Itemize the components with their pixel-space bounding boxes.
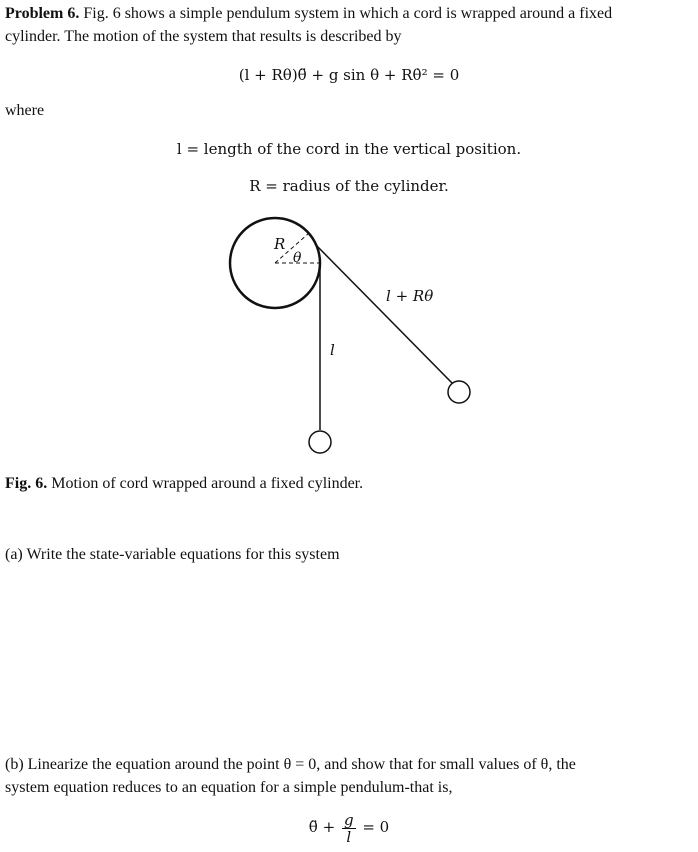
label-l: l [330, 341, 335, 359]
figure-caption [5, 473, 363, 495]
part-b-line1: (b) Linearize the equation around the point θ = 0, and show that for small values of θ, the [5, 756, 576, 773]
problem-lead: Problem 6. [5, 5, 80, 22]
problem-intro-text: Fig. 6 shows a simple pendulum system in which a cord is wrapped around a fixed [79, 5, 613, 22]
eq-numerator: g [343, 810, 354, 829]
caption-text: Motion of cord wrapped around a fixed cylinder. [47, 475, 364, 492]
label-R: R [274, 235, 286, 253]
g-over-l-fraction [342, 812, 356, 845]
deflected-cord [315, 244, 452, 383]
governing-equation: (l + Rθ)θ̈ + g sin θ + Rθ̇² = 0 [238, 66, 460, 84]
label-theta: θ [293, 250, 302, 266]
part-a-question: (a) Write the state-variable equations for this system [5, 546, 340, 563]
definition-R: R = radius of the cylinder. [249, 177, 449, 195]
simple-pendulum-equation [0, 810, 698, 845]
caption-lead: Fig. 6. [5, 475, 48, 492]
label-l-plus-Rtheta: l + Rθ [386, 287, 434, 305]
bob-vertical [309, 431, 331, 453]
where-label: where [5, 102, 45, 119]
bob-deflected [448, 381, 470, 403]
eq-denominator: l [346, 827, 352, 846]
part-b-line2: system equation reduces to an equation for a simple pendulum-that is, [5, 779, 453, 796]
eq-suffix: = 0 [357, 818, 390, 836]
definition-l: l = length of the cord in the vertical position. [176, 140, 522, 158]
eq-prefix: θ̈ + [308, 818, 340, 836]
problem-intro-line2: cylinder. The motion of the system that results is described by [5, 28, 402, 45]
